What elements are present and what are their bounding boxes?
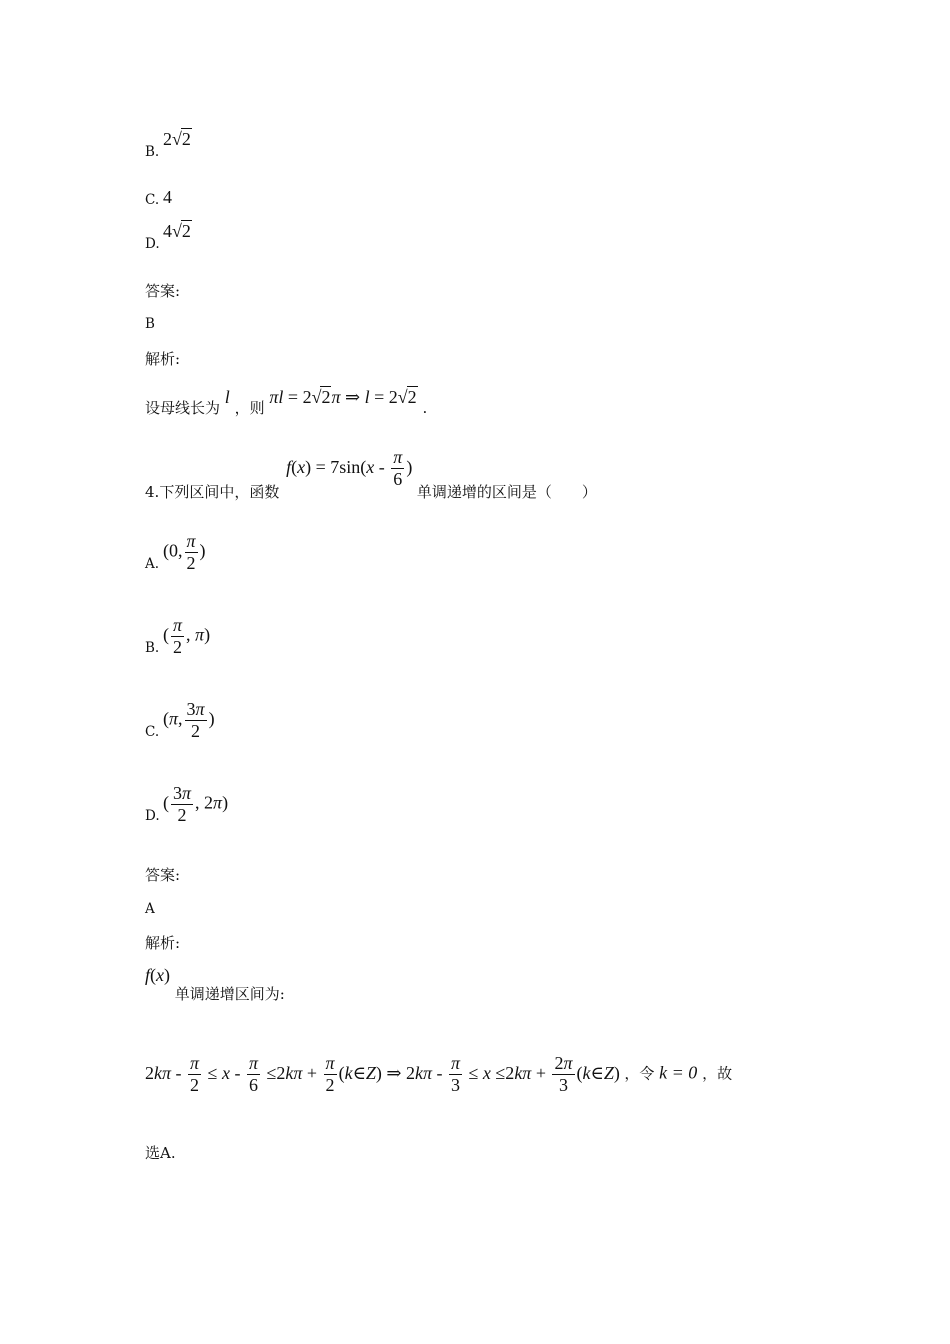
q3-option-b <box>145 129 191 160</box>
q4-analysis-line1 <box>145 965 285 1003</box>
q4-option-d <box>145 783 229 825</box>
q4-stem <box>145 447 597 501</box>
option-label: D. <box>145 808 160 824</box>
equation: πl = 2√2π ⇒ l = 2√2 <box>269 387 417 407</box>
question-number: 4. <box>145 482 160 501</box>
analysis-text: 设母线长为 <box>145 399 221 417</box>
q4-option-a <box>145 531 206 573</box>
option-label: D. <box>145 236 160 252</box>
option-value: ( $\frac{3\pi}{2}$ , 2π) <box>163 783 229 825</box>
option-value: 4√2 <box>163 221 191 241</box>
inequality: 2kπ - $\frac{\pi}{2}$ ≤ x - $\frac{\pi}{6}$ ≤2kπ + $\frac{\pi}{2}$ (k∈Z) ⇒ 2kπ - $\frac{\pi}{3}$ ≤ x ≤2kπ + $\frac{2\pi}{3}$ (k∈Z) <box>145 1053 625 1095</box>
q3-analysis <box>145 387 428 417</box>
period: . <box>422 399 428 417</box>
analysis-text: ，令 <box>624 1064 655 1083</box>
option-label: A. <box>145 556 160 572</box>
option-value: 4 <box>163 187 172 207</box>
var-l: l <box>224 387 230 407</box>
function-expression: f(x) = 7sin(x - $\frac{\pi}{6}$ ) <box>286 447 417 489</box>
fx: f(x) <box>145 965 171 985</box>
option-value: ( $\frac{\pi}{2}$ , π) <box>163 615 211 657</box>
q3-answer: B <box>145 316 155 332</box>
option-label: C. <box>145 724 160 740</box>
question-text: 单调递增的区间是（ ） <box>416 482 597 501</box>
q3-option-d <box>145 221 191 252</box>
analysis-text: ，故 <box>702 1064 733 1083</box>
option-value: (0, $\frac{\pi}{2}$ ) <box>163 531 206 573</box>
q3-option-c <box>145 187 172 208</box>
option-label: C. <box>145 192 160 208</box>
analysis-text: 单调递增区间为: <box>174 985 285 1003</box>
option-value: (π, $\frac{3\pi}{2}$ ) <box>163 699 215 741</box>
option-label: B. <box>145 640 160 656</box>
q3-analysis-heading: 解析: <box>145 350 181 368</box>
q4-answer-heading: 答案: <box>145 866 181 884</box>
k-equals-zero: k = 0 <box>659 1062 698 1083</box>
analysis-text: ，则 <box>234 399 265 417</box>
option-value: 2√2 <box>163 129 191 149</box>
q4-option-c <box>145 699 215 741</box>
q4-conclusion: 选A. <box>145 1144 176 1162</box>
option-label: B. <box>145 144 160 160</box>
q4-analysis-heading: 解析: <box>145 934 181 952</box>
q4-inequality-line <box>145 1054 732 1095</box>
q4-option-b <box>145 615 211 657</box>
question-text: 下列区间中，函数 <box>159 482 280 501</box>
q4-answer: A <box>145 901 155 917</box>
q3-answer-heading: 答案: <box>145 282 181 300</box>
